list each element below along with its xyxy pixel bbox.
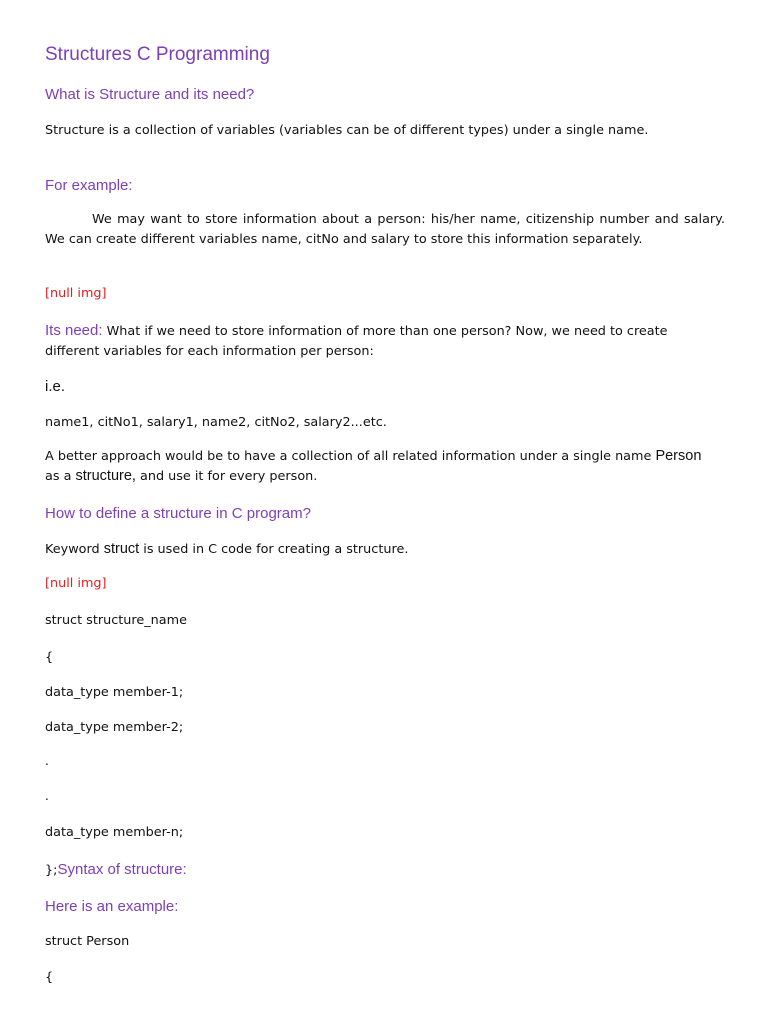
code-line-struct-name: struct structure_name <box>45 613 187 628</box>
section-heading-example: For example: <box>45 177 133 194</box>
better-text-part-2: as a <box>45 468 72 484</box>
example-paragraph: We may want to store information about a person: his/her name, citizenship number and salary. We can create different variables name, citNo and salary to store this information separately. <box>45 212 725 247</box>
code-line-member-n: data_type member-n; <box>45 825 184 840</box>
null-image-placeholder: [null img] <box>45 286 107 301</box>
variables-line: name1, citNo1, salary1, name2, citNo2, salary2...etc. <box>45 415 387 430</box>
better-text-part-1: A better approach would be to have a collection of all related information under a single name <box>45 449 652 464</box>
need-paragraph <box>45 321 725 361</box>
code-line-close-brace <box>45 860 725 881</box>
example-code-open-brace: { <box>45 970 54 985</box>
better-structure-term: structure, <box>75 467 136 484</box>
need-text: What if we need to store information of more than one person? Now, we need to create different variables for each information per person: <box>45 324 668 359</box>
example-code-struct-person: struct Person <box>45 934 130 949</box>
keyword-paragraph <box>45 540 725 560</box>
keyword-text-part-1: Keyword <box>45 542 100 557</box>
code-close-brace: }; <box>45 863 58 878</box>
page-title: Structures C Programming <box>45 44 270 65</box>
definition-paragraph: Structure is a collection of variables (variables can be of different types) under a single name. <box>45 123 649 138</box>
better-person-term: Person <box>655 448 702 464</box>
code-line-open-brace: { <box>45 650 54 665</box>
keyword-text-part-2: is used in C code for creating a structure. <box>143 542 409 557</box>
code-line-ellipsis-2: . <box>45 789 49 803</box>
need-label: Its need: <box>45 322 103 339</box>
null-image-placeholder: [null img] <box>45 576 107 591</box>
better-approach-paragraph <box>45 447 705 486</box>
section-heading-define: How to define a structure in C program? <box>45 505 311 522</box>
syntax-label: Syntax of structure: <box>57 861 187 878</box>
keyword-struct-term: struct <box>103 541 140 557</box>
better-text-part-3: and use it for every person. <box>140 468 318 484</box>
ie-label: i.e. <box>45 378 66 395</box>
section-heading-here: Here is an example: <box>45 898 179 915</box>
section-heading-what: What is Structure and its need? <box>45 86 255 103</box>
code-line-ellipsis-1: . <box>45 754 49 768</box>
code-line-member-1: data_type member-1; <box>45 685 184 700</box>
code-line-member-2: data_type member-2; <box>45 720 184 735</box>
